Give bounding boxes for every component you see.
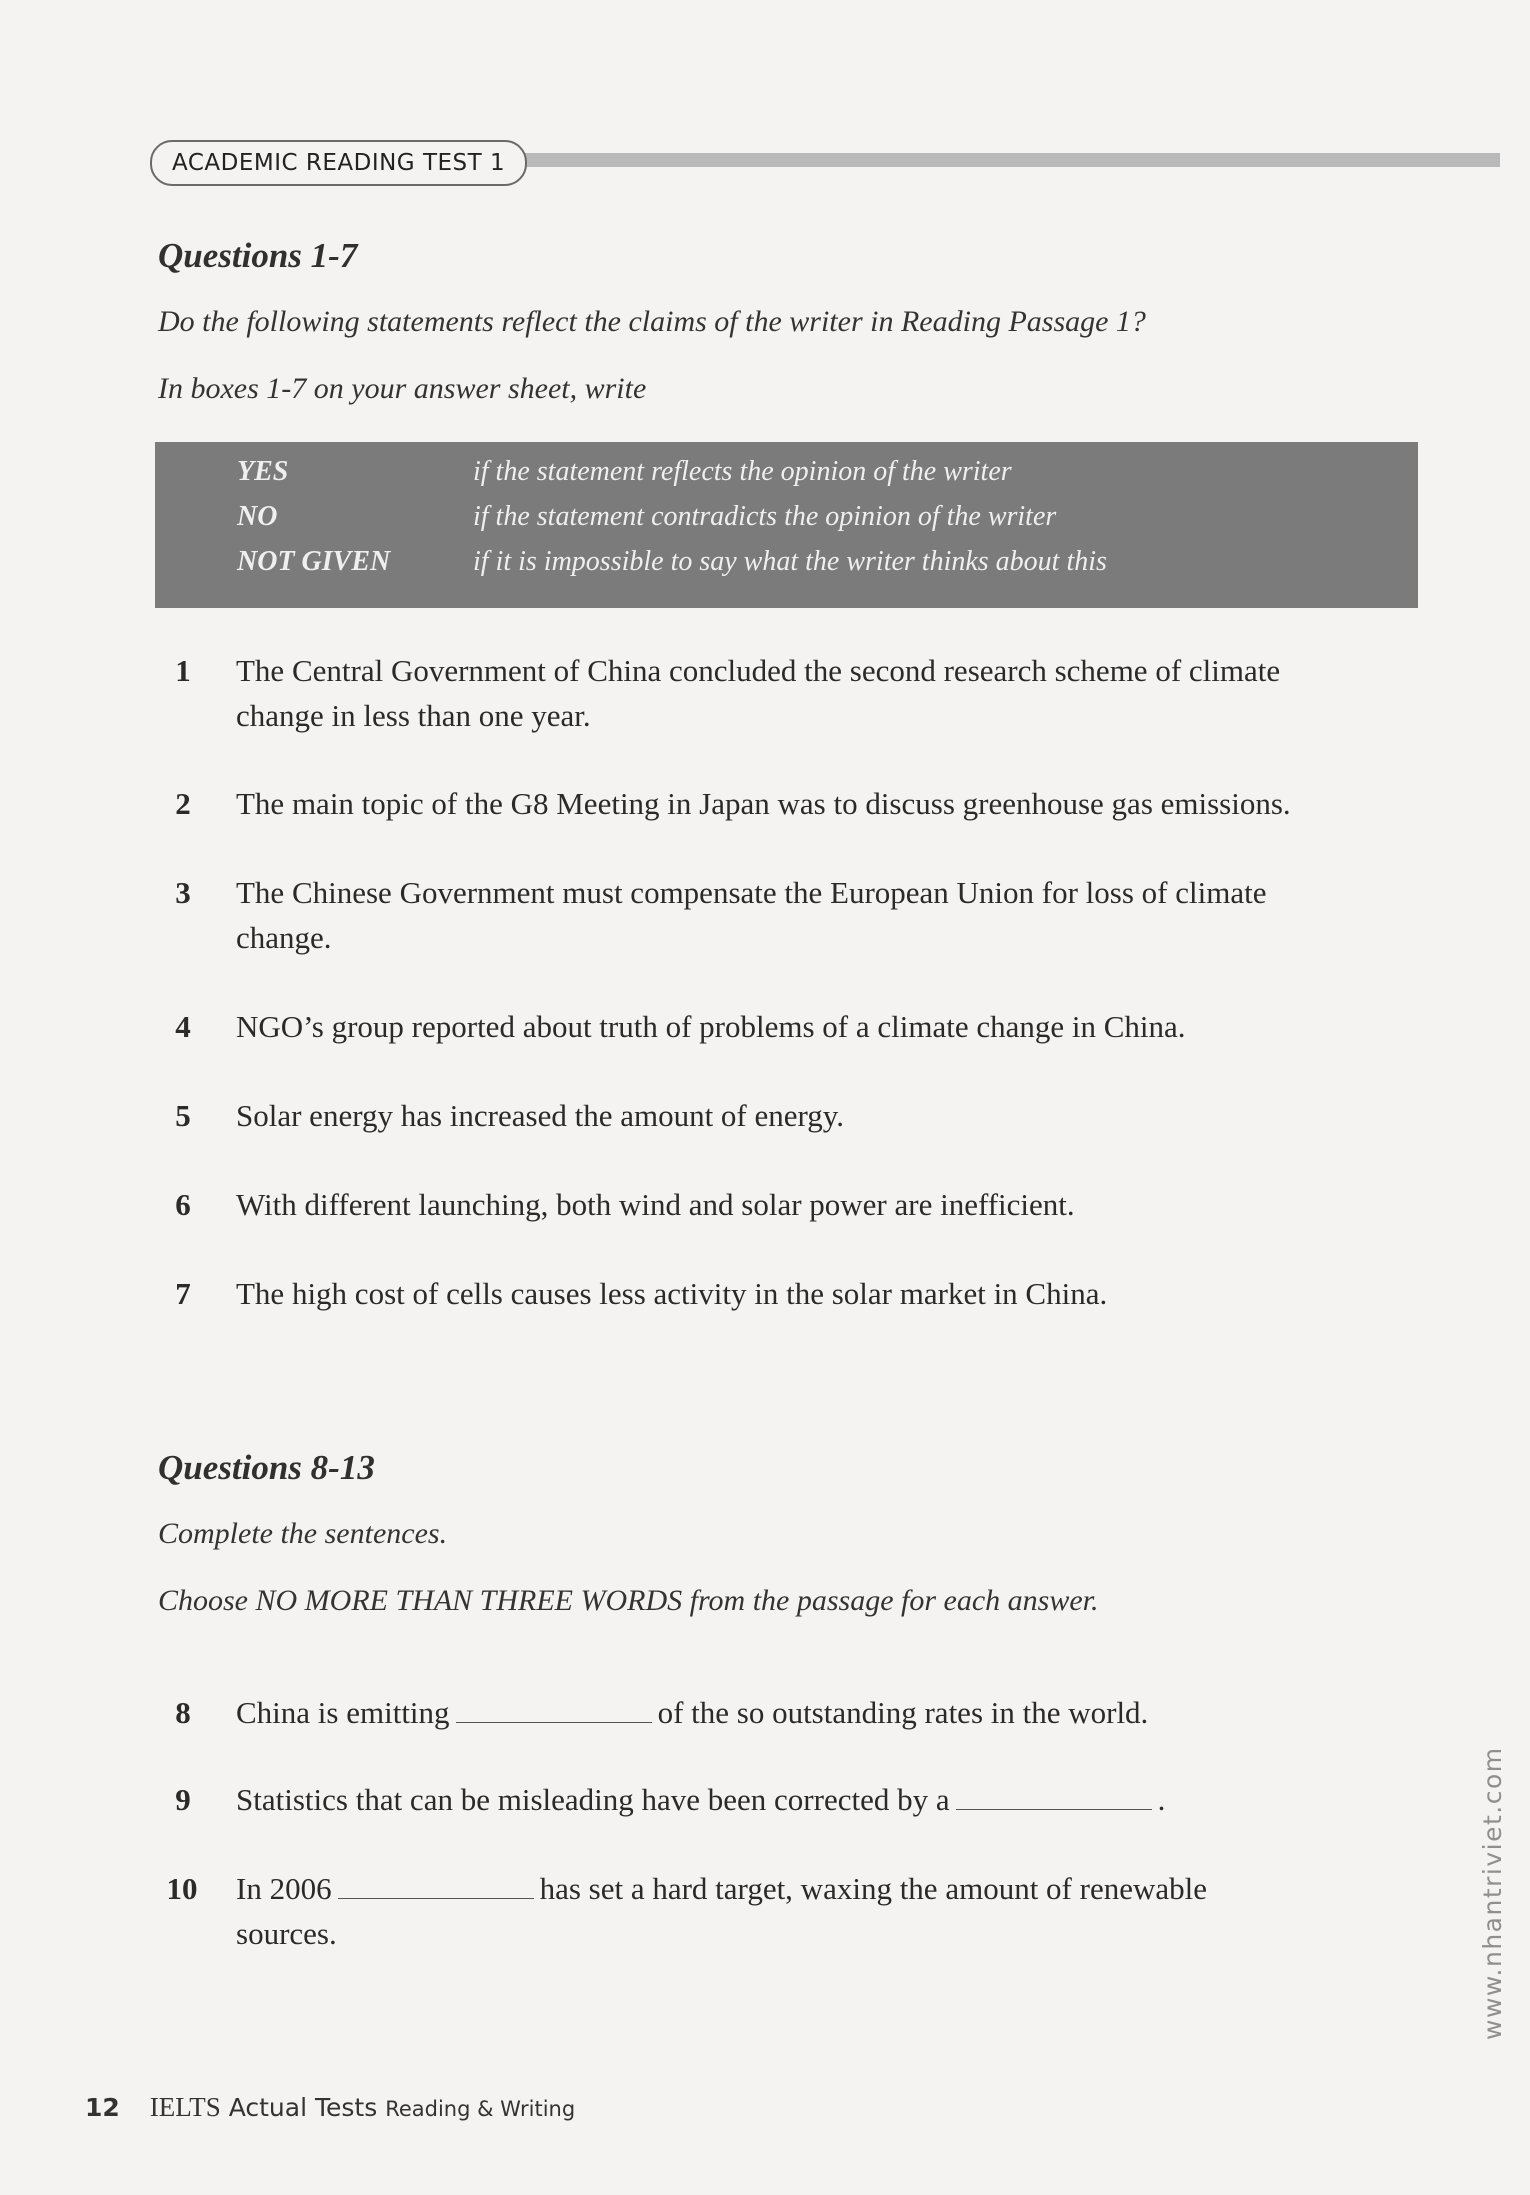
key-term: YES [237, 456, 289, 487]
key-term: NO [237, 501, 278, 532]
part1-instruction-1: Do the following statements reflect the claims of the writer in Reading Passage 1? [158, 305, 1146, 338]
question-text-after: . [1157, 1782, 1166, 1817]
part1-instruction-2: In boxes 1-7 on your answer sheet, write [158, 372, 647, 405]
question-9 [170, 1777, 1420, 1822]
question-number: 5 [175, 1098, 191, 1133]
question-text: Statistics that can be misleading have been corrected by a [236, 1782, 950, 1817]
question-text-continued: change in less than one year. [236, 698, 591, 733]
question-text: China is emitting [236, 1695, 450, 1730]
answer-blank [456, 1694, 652, 1723]
question-4 [170, 1004, 1420, 1049]
key-meaning: if the statement reflects the opinion of the writer [473, 456, 1012, 487]
question-8 [170, 1690, 1420, 1735]
question-text: With different launching, both wind and solar power are inefficient. [236, 1187, 1075, 1222]
key-row-no [237, 497, 1056, 537]
key-term: NOT GIVEN [237, 546, 391, 577]
question-text: The Chinese Government must compensate the European Union for loss of climate [236, 875, 1267, 910]
publisher-watermark: www.nhantriviet.com [1478, 1746, 1507, 2040]
question-number: 8 [175, 1695, 191, 1730]
key-row-not-given [237, 542, 1107, 582]
part2-instruction-2: Choose NO MORE THAN THREE WORDS from the passage for each answer. [158, 1584, 1099, 1617]
question-6 [170, 1182, 1420, 1227]
footer-subtitle: Reading & Writing [385, 2097, 576, 2121]
question-2 [170, 781, 1420, 826]
page-number: 12 [85, 2093, 120, 2122]
question-text-after: has set a hard target, waxing the amount of renewable [539, 1871, 1207, 1906]
question-text-after: of the so outstanding rates in the world. [657, 1695, 1149, 1730]
questions-8-13-heading: Questions 8-13 [158, 1448, 375, 1487]
question-10 [166, 1866, 1420, 1956]
question-text-continued: change. [236, 920, 332, 955]
questions-1-7-heading: Questions 1-7 [158, 236, 358, 275]
question-number: 1 [175, 653, 191, 688]
footer-title: Actual Tests [228, 2093, 378, 2122]
question-number: 9 [175, 1782, 191, 1817]
question-text: NGO’s group reported about truth of problems of a climate change in China. [236, 1009, 1186, 1044]
question-text: The high cost of cells causes less activity in the solar market in China. [236, 1276, 1108, 1311]
question-text: The main topic of the G8 Meeting in Japan was to discuss greenhouse gas emissions. [236, 786, 1291, 821]
page-footer [85, 2092, 575, 2123]
question-5 [170, 1093, 1420, 1138]
question-7 [170, 1271, 1420, 1316]
question-number: 3 [175, 875, 191, 910]
part2-instruction-1: Complete the sentences. [158, 1517, 448, 1550]
key-meaning: if it is impossible to say what the writer thinks about this [473, 546, 1107, 577]
question-text: In 2006 [236, 1871, 332, 1906]
answer-key-box [155, 442, 1418, 608]
key-meaning: if the statement contradicts the opinion of the writer [473, 501, 1057, 532]
question-number: 10 [166, 1871, 198, 1906]
question-3 [170, 870, 1420, 960]
question-text: The Central Government of China concluded the second research scheme of climate [236, 653, 1281, 688]
question-text: Solar energy has increased the amount of energy. [236, 1098, 845, 1133]
footer-brand: IELTS [149, 2092, 221, 2122]
question-number: 7 [175, 1276, 191, 1311]
answer-blank [956, 1781, 1152, 1810]
section-label: ACADEMIC READING TEST 1 [150, 140, 527, 186]
question-text-continued: sources. [236, 1916, 337, 1951]
answer-blank [338, 1870, 534, 1899]
header-rule [520, 153, 1500, 167]
question-number: 4 [175, 1009, 191, 1044]
question-number: 2 [175, 786, 191, 821]
question-number: 6 [175, 1187, 191, 1222]
key-row-yes [237, 452, 1012, 492]
question-1 [170, 648, 1420, 738]
